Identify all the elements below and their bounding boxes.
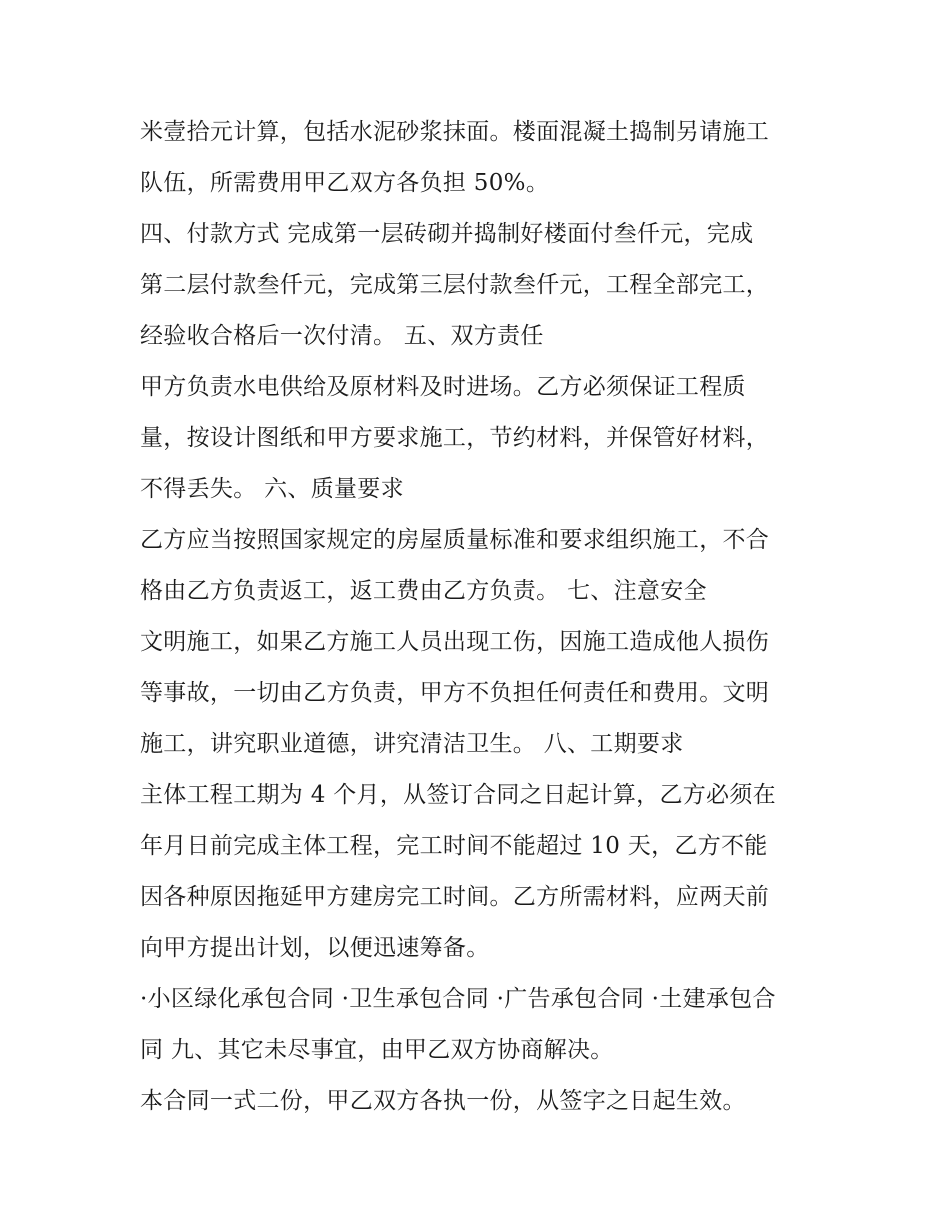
text-line: 文明施工，如果乙方施工人员出现工伤，因施工造成他人损伤 (140, 629, 770, 655)
text-line: 米壹拾元计算，包括水泥砂浆抹面。楼面混凝土捣制另请施工 (140, 119, 770, 145)
text-line: 乙方应当按照国家规定的房屋质量标准和要求组织施工，不合 (140, 527, 770, 553)
text-line: 施工，讲究职业道德，讲究清洁卫生。 八、工期要求 (140, 731, 684, 757)
text-line: 第二层付款叁仟元，完成第三层付款叁仟元，工程全部完工， (140, 272, 770, 298)
text-line: 量，按设计图纸和甲方要求施工，节约材料，并保管好材料， (140, 425, 770, 451)
text-line: 本合同一式二份，甲乙双方各执一份，从签字之日起生效。 (140, 1088, 746, 1114)
text-line: 四、付款方式 完成第一层砖砌并捣制好楼面付叁仟元，完成 (140, 221, 754, 247)
text-line: 不得丢失。 六、质量要求 (140, 476, 404, 502)
text-line: 格由乙方负责返工，返工费由乙方负责。 七、注意安全 (140, 578, 707, 604)
related-links-line: ·小区绿化承包合同 ·卫生承包合同 ·广告承包合同 ·土建承包合 (140, 986, 776, 1012)
contract-text (140, 107, 830, 1127)
text-line: 向甲方提出计划，以便迅速筹备。 (140, 935, 490, 961)
text-line: 因各种原因拖延甲方建房完工时间。乙方所需材料，应两天前 (140, 884, 770, 910)
text-line: 队伍，所需费用甲乙双方各负担 50%。 (140, 170, 550, 196)
text-line: 主体工程工期为 4 个月，从签订合同之日起计算，乙方必须在 (140, 782, 776, 808)
text-line: 经验收合格后一次付清。 五、双方责任 (140, 323, 544, 349)
text-line: 年月日前完成主体工程，完工时间不能超过 10 天，乙方不能 (140, 833, 768, 859)
text-line: 等事故，一切由乙方负责，甲方不负担任何责任和费用。文明 (140, 680, 770, 706)
text-line: 甲方负责水电供给及原材料及时进场。乙方必须保证工程质 (140, 374, 746, 400)
text-line: 同 九、其它未尽事宜，由甲乙双方协商解决。 (140, 1037, 614, 1063)
